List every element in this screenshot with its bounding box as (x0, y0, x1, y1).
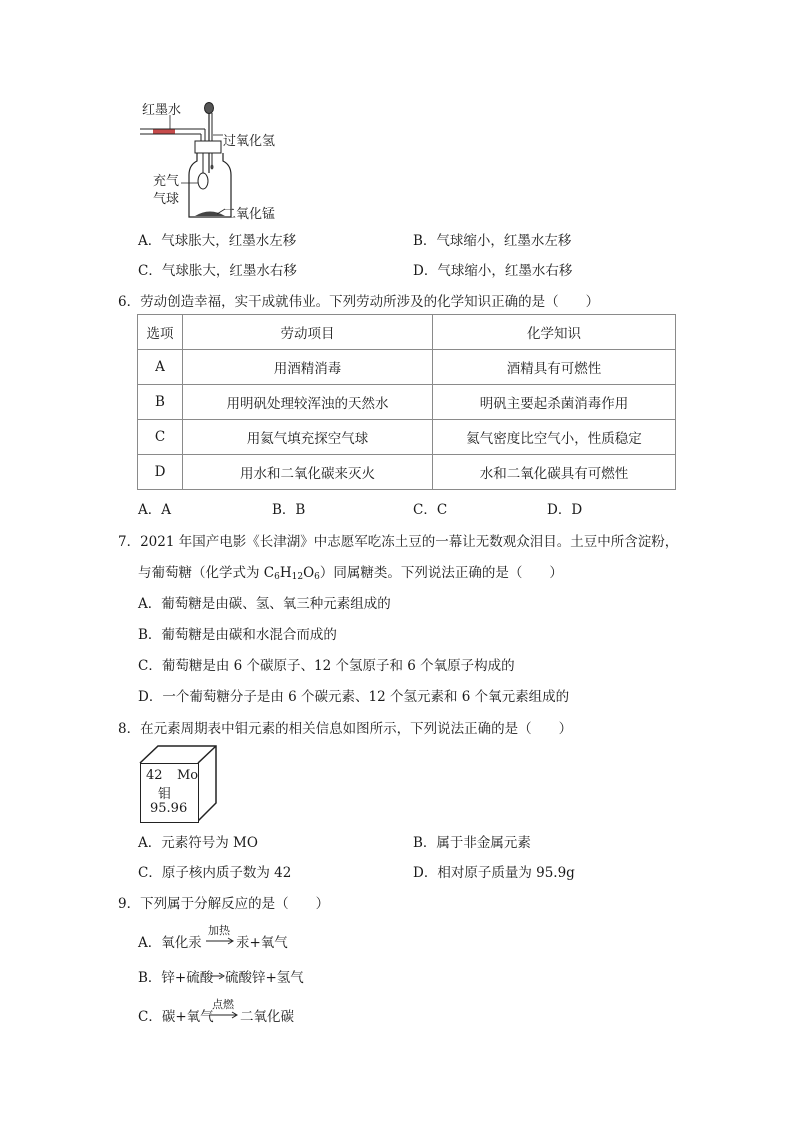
table-cell: 用明矾处理较浑浊的天然水 (183, 385, 433, 420)
reaction-arrow-icon (210, 1011, 240, 1019)
reaction-arrow-icon (206, 937, 236, 945)
q7-option-a: A．葡萄糖是由碳、氢、氧三种元素组成的 (138, 596, 391, 612)
q7-option-c: C．葡萄糖是由 6 个碳原子、12 个氢原子和 6 个氧原子构成的 (138, 658, 515, 674)
table-cell: 酒精具有可燃性 (433, 350, 676, 385)
subscript: 6 (314, 572, 320, 582)
q9-option-c-condition: 点燃 (212, 998, 234, 1011)
table-header-cell: 选项 (138, 315, 183, 350)
table-cell: 水和二氧化碳具有可燃性 (433, 455, 676, 490)
table-cell: D (138, 455, 183, 490)
label-red-ink: 红墨水 (142, 103, 182, 118)
table-cell: A (138, 350, 183, 385)
table-row (138, 350, 676, 385)
subscript: 12 (291, 572, 304, 582)
q7-option-b: B．葡萄糖是由碳和水混合而成的 (138, 627, 337, 643)
label-balloon-1: 充气 (153, 174, 180, 189)
element-symbol: Mo (177, 768, 199, 783)
q9-option-b-reactant: B．锌+硫酸 (138, 970, 214, 986)
subscript: 6 (274, 572, 280, 582)
label-balloon-2: 气球 (153, 192, 180, 207)
table-header-cell: 劳动项目 (183, 315, 433, 350)
formula-o: O (303, 565, 315, 581)
table-row (138, 455, 676, 490)
q9-stem: 9．下列属于分解反应的是（ ） (118, 896, 330, 912)
table-cell: 明矾主要起杀菌消毒作用 (433, 385, 676, 420)
table-row (138, 385, 676, 420)
table-header-cell: 化学知识 (433, 315, 676, 350)
q7-stem-text: 与葡萄糖（化学式为 C (138, 565, 275, 581)
q9-option-a-products: 汞+氧气 (236, 935, 288, 951)
q6-option-a: A．A (138, 502, 171, 518)
table-cell: 用酒精消毒 (183, 350, 433, 385)
q8-option-d: D．相对原子质量为 95.9g (413, 865, 575, 881)
q6-option-b: B．B (272, 502, 306, 518)
q5-option-d: D．气球缩小，红墨水右移 (413, 263, 573, 279)
q8-option-c: C．原子核内质子数为 42 (138, 865, 292, 881)
q6-option-c: C．C (413, 502, 448, 518)
q5-option-b: B．气球缩小，红墨水左移 (413, 233, 572, 249)
label-hydrogen-peroxide: 过氧化氢 (223, 134, 276, 149)
table-header-row (138, 315, 676, 350)
q7-stem-line1: 7．2021 年国产电影《长津湖》中志愿军吃冻土豆的一幕让无数观众泪目。土豆中所含淀粉， (118, 534, 679, 550)
element-atomic-number: 42 (146, 768, 163, 783)
table-cell: B (138, 385, 183, 420)
element-name: 钼 (158, 787, 172, 802)
table-cell: 用水和二氧化碳来灭火 (183, 455, 433, 490)
q9-option-a-reactant: A．氧化汞 (138, 935, 202, 951)
q9-option-c-reactant: C．碳+氧气 (138, 1009, 214, 1025)
label-manganese-dioxide: 二氧化锰 (223, 207, 276, 222)
q8-stem: 8．在元素周期表中钼元素的相关信息如图所示，下列说法正确的是（ ） (118, 721, 573, 737)
q6-table (137, 314, 676, 490)
table-cell: C (138, 420, 183, 455)
reaction-arrow-icon (210, 972, 226, 980)
q9-option-b-products: 硫酸锌+氢气 (225, 970, 304, 986)
q5-option-c: C．气球胀大，红墨水右移 (138, 263, 297, 279)
q7-option-d: D．一个葡萄糖分子是由 6 个碳元素、12 个氢元素和 6 个氧元素组成的 (138, 689, 570, 705)
q8-option-b: B．属于非金属元素 (413, 835, 531, 851)
element-atomic-mass: 95.96 (150, 801, 188, 816)
q9-option-a-condition: 加热 (208, 924, 230, 937)
q8-option-a: A．元素符号为 MO (138, 835, 258, 851)
q6-option-d: D．D (547, 502, 583, 518)
formula-h: H (279, 565, 292, 581)
q6-stem: 6．劳动创造幸福，实干成就伟业。下列劳动所涉及的化学知识正确的是（ ） (118, 294, 600, 310)
q7-stem-line2 (138, 561, 563, 582)
q7-stem-text: ）同属糖类。下列说法正确的是（ ） (319, 565, 563, 581)
table-row (138, 420, 676, 455)
table-cell: 用氦气填充探空气球 (183, 420, 433, 455)
table-cell: 氦气密度比空气小，性质稳定 (433, 420, 676, 455)
q9-option-c-products: 二氧化碳 (240, 1009, 294, 1025)
q5-option-a: A．气球胀大，红墨水左移 (138, 233, 297, 249)
